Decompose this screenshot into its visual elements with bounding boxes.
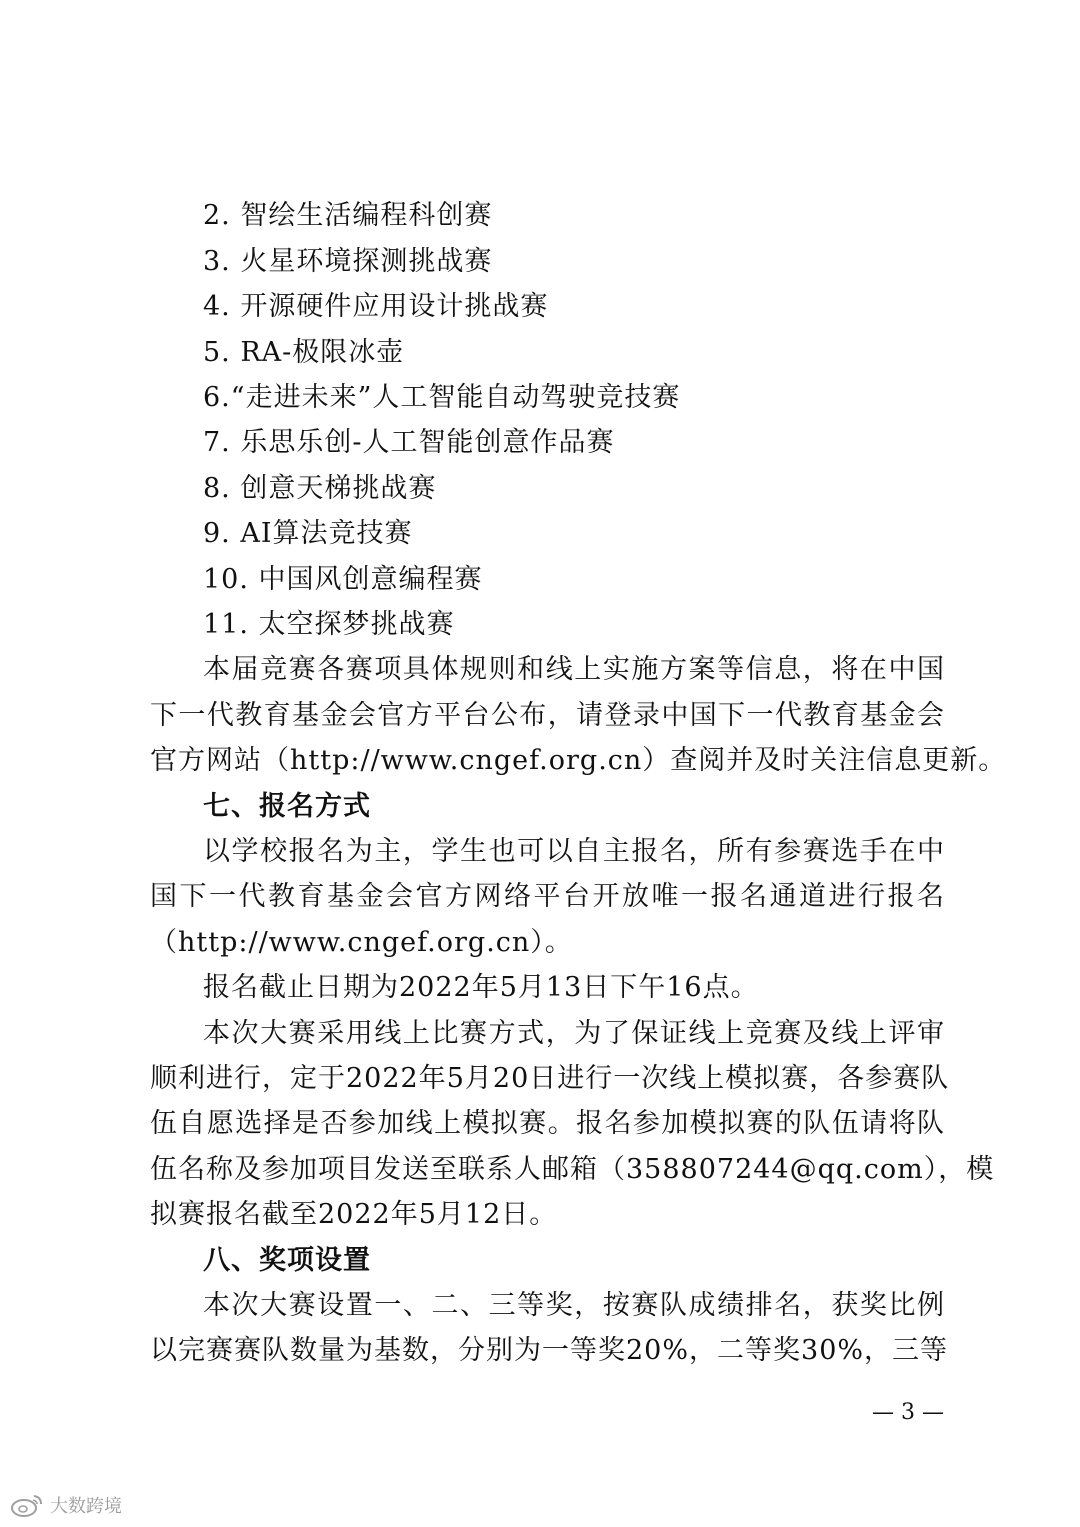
mock-contest-paragraph-line: 顺利进行，定于2022年5月20日进行一次线上模拟赛，各参赛队 [150,1063,950,1094]
registration-paragraph-line: 国下一代教育基金会官方网络平台开放唯一报名通道进行报名 [150,881,945,912]
mock-contest-paragraph-line: 伍名称及参加项目发送至联系人邮箱（358807244@qq.com），模 [150,1154,995,1185]
section-heading-registration: 七、报名方式 [203,791,371,822]
registration-deadline: 报名截止日期为2022年5月13日下午16点。 [203,972,759,1003]
mock-contest-paragraph-line: 本次大赛采用线上比赛方式，为了保证线上竞赛及线上评审 [203,1018,945,1049]
registration-paragraph-line: 以学校报名为主，学生也可以自主报名，所有参赛选手在中 [203,836,945,867]
list-item: 9. AI算法竞技赛 [203,518,413,549]
watermark [10,1490,122,1520]
list-item: 11. 太空探梦挑战赛 [203,609,455,640]
list-item: 5. RA-极限冰壶 [203,337,405,368]
section-heading-awards: 八、奖项设置 [203,1245,371,1276]
registration-paragraph-line: （http://www.cngef.org.cn）。 [150,927,573,958]
list-item: 2. 智绘生活编程科创赛 [203,200,493,231]
rules-paragraph-line: 官方网站（http://www.cngef.org.cn）查阅并及时关注信息更新。 [150,745,1007,776]
rules-paragraph-line: 本届竞赛各赛项具体规则和线上实施方案等信息，将在中国 [203,654,945,685]
awards-paragraph-line: 以完赛赛队数量为基数，分别为一等奖20%，二等奖30%，三等 [150,1335,949,1366]
list-item: 6.“走进未来”人工智能自动驾驶竞技赛 [203,382,681,413]
list-item: 7. 乐思乐创-人工智能创意作品赛 [203,427,615,458]
list-item: 10. 中国风创意编程赛 [203,564,483,595]
mock-contest-paragraph-line: 伍自愿选择是否参加线上模拟赛。报名参加模拟赛的队伍请将队 [150,1108,945,1139]
awards-paragraph-line: 本次大赛设置一、二、三等奖，按赛队成绩排名，获奖比例 [203,1290,945,1321]
watermark-text: 大数跨境 [50,1496,122,1517]
list-item: 8. 创意天梯挑战赛 [203,473,437,504]
rules-paragraph-line: 下一代教育基金会官方平台公布，请登录中国下一代教育基金会 [150,700,945,731]
mock-contest-paragraph-line: 拟赛报名截至2022年5月12日。 [150,1199,558,1230]
list-item: 4. 开源硬件应用设计挑战赛 [203,291,549,322]
list-item: 3. 火星环境探测挑战赛 [203,246,493,277]
page-number: — 3 — [872,1400,944,1425]
weibo-logo-icon [10,1492,44,1518]
